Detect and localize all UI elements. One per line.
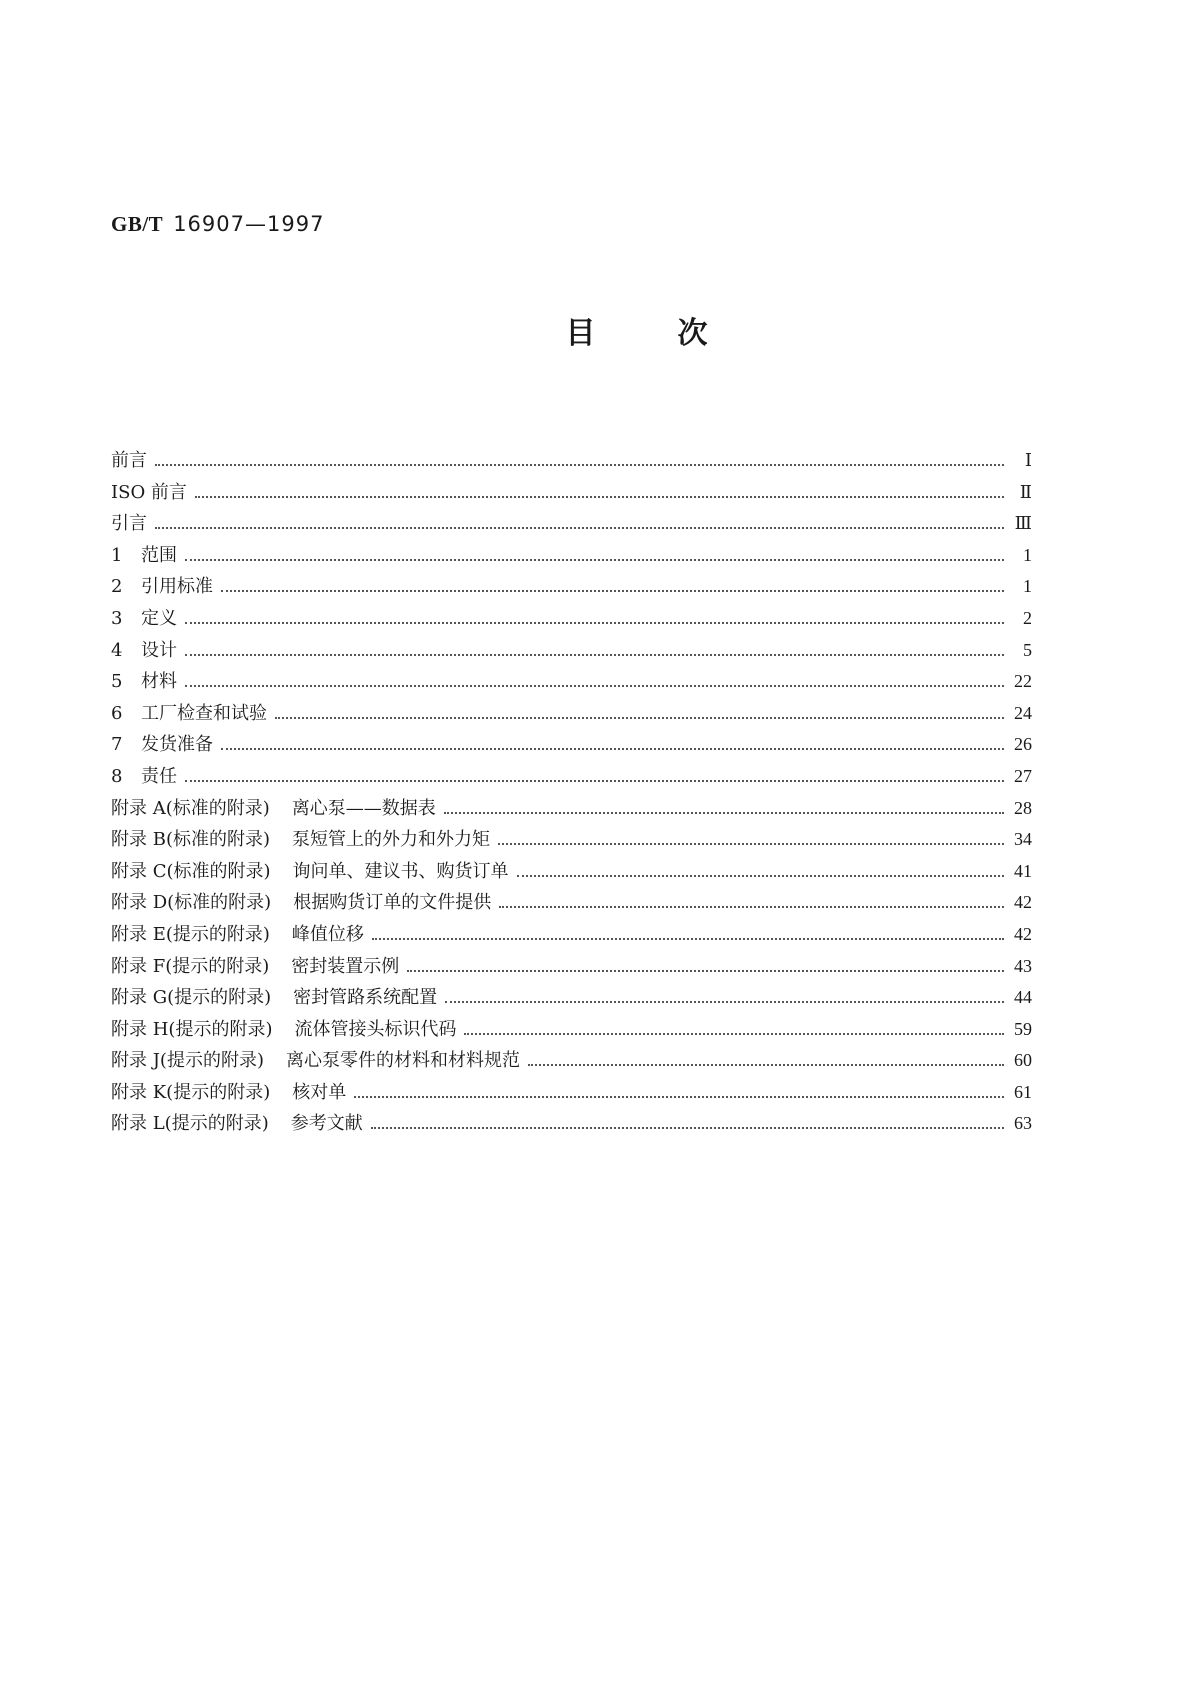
toc-page-number: 61	[1014, 1081, 1032, 1102]
toc-dot-leader	[185, 636, 1004, 656]
toc-entry-label	[111, 888, 499, 914]
standard-prefix: GB/T	[111, 212, 164, 236]
toc-dot-leader	[185, 667, 1004, 687]
toc-entry-prefix: 引言	[111, 513, 147, 535]
toc-entry[interactable]	[111, 1078, 1032, 1110]
toc-entry[interactable]	[111, 730, 1032, 762]
toc-entry-label	[111, 446, 155, 472]
toc-entry-label	[111, 1015, 464, 1041]
toc-page-number: 22	[1014, 671, 1032, 692]
toc-entry-label	[111, 541, 185, 567]
toc-dot-leader	[498, 825, 1004, 845]
toc-section-number: 3	[111, 607, 123, 629]
toc-entry-prefix: 附录 G(提示的附录)	[111, 987, 272, 1009]
toc-page-number: 1	[1023, 544, 1032, 565]
toc-entry[interactable]	[111, 794, 1032, 826]
toc-section-number: 1	[111, 544, 123, 566]
toc-dot-leader	[195, 478, 1004, 498]
toc-entry-label	[111, 478, 195, 504]
toc-entry-prefix: 附录 H(提示的附录)	[111, 1018, 273, 1040]
toc-dot-leader	[185, 762, 1004, 782]
toc-entry-title: 核对单	[292, 1081, 347, 1103]
page-title: 目次	[565, 316, 790, 351]
toc-entry-title: 离心泵零件的材料和材料规范	[285, 1050, 520, 1072]
toc-page-number: 1	[1023, 576, 1032, 597]
toc-page-number: 27	[1014, 765, 1032, 786]
toc-entry-label	[111, 730, 221, 756]
toc-entry[interactable]	[111, 1109, 1032, 1141]
toc-dot-leader	[517, 857, 1004, 877]
toc-entry-prefix: 附录 L(提示的附录)	[111, 1113, 269, 1135]
toc-entry[interactable]	[111, 572, 1032, 604]
toc-page-number: 43	[1014, 955, 1032, 976]
toc-entry-label	[111, 667, 185, 693]
toc-page-number: 42	[1014, 923, 1032, 944]
toc-entry[interactable]	[111, 478, 1032, 510]
toc-entry-title: 引用标准	[141, 576, 213, 598]
toc-dot-leader	[372, 920, 1004, 940]
toc-entry-label	[111, 604, 185, 630]
toc-dot-leader	[155, 446, 1004, 466]
toc-dot-leader	[221, 572, 1004, 592]
toc-dot-leader	[185, 541, 1004, 561]
toc-dot-leader	[444, 794, 1004, 814]
toc-page-number: Ⅱ	[1019, 481, 1032, 502]
toc-entry-label	[111, 952, 407, 978]
toc-entry[interactable]	[111, 446, 1032, 478]
toc-entry-label	[111, 857, 517, 883]
toc-dot-leader	[464, 1015, 1004, 1035]
toc-entry-label	[111, 1109, 371, 1135]
toc-dot-leader	[354, 1078, 1004, 1098]
toc-dot-leader	[499, 888, 1004, 908]
toc-page-number: Ⅲ	[1014, 513, 1032, 534]
toc-entry-title: 责任	[141, 765, 177, 787]
toc-entry-title: 密封装置示例	[291, 955, 400, 977]
toc-entry[interactable]	[111, 983, 1032, 1015]
toc-entry[interactable]	[111, 1015, 1032, 1047]
toc-entry[interactable]	[111, 509, 1032, 541]
toc-dot-leader	[221, 730, 1004, 750]
toc-entry-title: 设计	[141, 639, 177, 661]
toc-entry-title: 材料	[141, 671, 177, 693]
toc-entry-title: 定义	[141, 607, 177, 629]
toc-entry-prefix: 附录 C(标准的附录)	[111, 860, 271, 882]
toc-section-number: 7	[111, 734, 123, 756]
toc-entry-label	[111, 572, 221, 598]
toc-entry-prefix: ISO 前言	[111, 481, 187, 503]
toc-entry[interactable]	[111, 888, 1032, 920]
toc-page-number: 60	[1014, 1050, 1032, 1071]
toc-page-number: 26	[1014, 734, 1032, 755]
toc-section-number: 8	[111, 765, 123, 787]
toc-dot-leader	[371, 1109, 1004, 1129]
toc-entry[interactable]	[111, 762, 1032, 794]
toc-entry-title: 发货准备	[141, 734, 213, 756]
toc-entry-prefix: 前言	[111, 450, 147, 471]
table-of-contents	[111, 446, 1032, 1141]
toc-page-number: 44	[1014, 987, 1032, 1008]
toc-entry[interactable]	[111, 699, 1032, 731]
standard-code	[111, 212, 324, 237]
toc-entry-label	[111, 794, 444, 820]
toc-entry-label	[111, 825, 498, 851]
toc-section-number: 4	[111, 639, 123, 661]
toc-entry-label	[111, 699, 275, 725]
toc-section-number: 5	[111, 671, 123, 693]
toc-entry[interactable]	[111, 1046, 1032, 1078]
toc-entry-title: 泵短管上的外力和外力矩	[292, 829, 490, 851]
toc-entry-title: 峰值位移	[291, 923, 364, 945]
toc-entry[interactable]	[111, 952, 1032, 984]
toc-dot-leader	[407, 952, 1004, 972]
standard-number: 16907—1997	[173, 212, 325, 236]
toc-entry[interactable]	[111, 541, 1032, 573]
toc-entry-title: 参考文献	[290, 1113, 363, 1135]
toc-dot-leader	[185, 604, 1004, 624]
toc-page-number: 63	[1014, 1113, 1032, 1134]
toc-entry-label	[111, 636, 185, 662]
toc-entry-title: 根据购货订单的文件提供	[293, 892, 492, 914]
toc-entry-prefix: 附录 B(标准的附录)	[111, 829, 270, 851]
toc-dot-leader	[275, 699, 1004, 719]
toc-entry-title: 密封管路系统配置	[293, 987, 438, 1009]
toc-entry-prefix: 附录 F(提示的附录)	[111, 955, 270, 977]
toc-page-number: 34	[1014, 829, 1032, 850]
toc-page-number: 28	[1014, 797, 1032, 818]
toc-entry-label	[111, 1078, 354, 1104]
toc-page-number: 59	[1014, 1018, 1032, 1039]
toc-dot-leader	[445, 983, 1004, 1003]
toc-entry-title: 范围	[141, 544, 177, 566]
toc-entry-label	[111, 509, 155, 535]
toc-page-number: Ⅰ	[1024, 450, 1032, 470]
toc-page-number: 2	[1023, 607, 1032, 628]
toc-entry-title: 离心泵——数据表	[291, 797, 436, 819]
toc-dot-leader	[155, 509, 1004, 529]
toc-entry-prefix: 附录 K(提示的附录)	[111, 1081, 271, 1103]
toc-entry[interactable]	[111, 920, 1032, 952]
toc-entry[interactable]	[111, 636, 1032, 668]
toc-entry-label	[111, 920, 372, 946]
toc-dot-leader	[528, 1046, 1004, 1066]
toc-entry-prefix: 附录 J(提示的附录)	[111, 1050, 264, 1072]
toc-page-number: 24	[1014, 702, 1032, 723]
toc-entry-prefix: 附录 E(提示的附录)	[111, 923, 270, 945]
toc-section-number: 2	[111, 576, 123, 598]
toc-entry-prefix: 附录 A(标准的附录)	[111, 797, 270, 819]
toc-entry[interactable]	[111, 825, 1032, 857]
toc-entry-title: 流体管接头标识代码	[294, 1018, 457, 1040]
toc-page-number: 41	[1014, 860, 1032, 881]
toc-entry-prefix: 附录 D(标准的附录)	[111, 892, 272, 914]
toc-entry-label	[111, 983, 445, 1009]
toc-page-number: 5	[1023, 639, 1032, 660]
toc-entry[interactable]	[111, 857, 1032, 889]
toc-entry-title: 询问单、建议书、购货订单	[292, 860, 509, 882]
toc-entry[interactable]	[111, 604, 1032, 636]
toc-entry-title: 工厂检查和试验	[141, 702, 267, 724]
toc-page-number: 42	[1014, 892, 1032, 913]
toc-section-number: 6	[111, 702, 123, 724]
toc-entry-label	[111, 762, 185, 788]
toc-entry-label	[111, 1046, 528, 1072]
toc-entry[interactable]	[111, 667, 1032, 699]
